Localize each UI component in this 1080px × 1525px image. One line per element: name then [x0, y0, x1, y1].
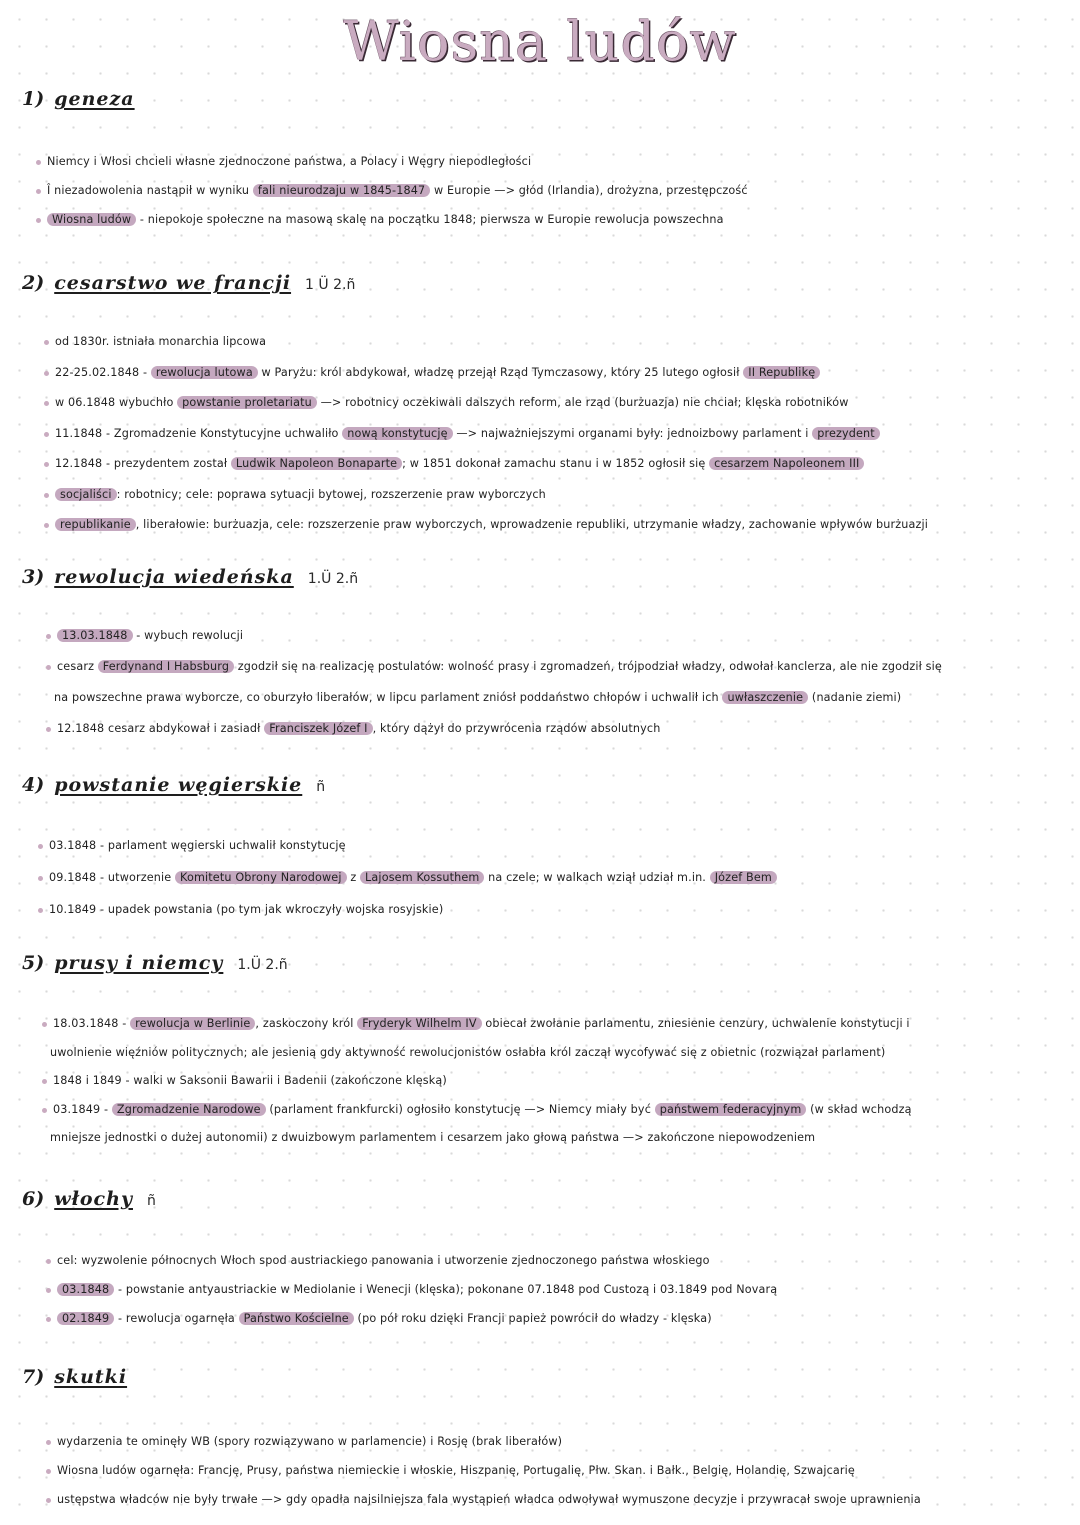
note-text: 11.1848 - Zgromadzenie Konstytucyjne uchwaliło: [55, 427, 343, 440]
note-text: 10.1849 - upadek powstania (po tym jak wkroczyły wojska rosyjskie): [49, 903, 444, 916]
bullet-dot-icon: [44, 462, 49, 467]
note-text: Niemcy i Włosi chcieli własne zjednoczone państwa, a Polacy i Węgry niepodległości: [47, 155, 532, 168]
note-text: 09.1848 - utworzenie: [49, 871, 176, 884]
note-text: na powszechne prawa wyborcze, co oburzyło liberałów, w lipcu parlament zniósł poddaństwo chłopów i uchwalił ich: [54, 691, 723, 704]
bullet-dot-icon: [46, 1469, 51, 1474]
note-line: [50, 1130, 815, 1146]
bullet-dot-icon: [38, 908, 43, 913]
section-mark: ñ: [316, 779, 326, 795]
highlighted-term: państwem federacyjnym: [655, 1103, 807, 1116]
note-line: [46, 721, 660, 737]
highlighted-term: Lajosem Kossuthem: [360, 871, 484, 884]
note-line: [44, 395, 849, 411]
note-text: wydarzenia te ominęły WB (spory rozwiązywano w parlamencie) i Rosję (brak liberałów): [57, 1435, 563, 1448]
note-line: [46, 1434, 562, 1450]
highlighted-term: Państwo Kościelne: [239, 1312, 354, 1325]
note-text: 03.1849 -: [53, 1103, 112, 1116]
bullet-dot-icon: [46, 665, 51, 670]
note-text: 18.03.1848 -: [53, 1017, 131, 1030]
highlighted-term: II Republikę: [743, 366, 820, 379]
section-number: 7): [22, 1366, 45, 1388]
highlighted-term: nową konstytucję: [342, 427, 452, 440]
note-text: , który dążył do przywrócenia rządów absolutnych: [372, 722, 661, 735]
bullet-dot-icon: [42, 1022, 47, 1027]
note-line: [44, 487, 546, 503]
note-line: [38, 838, 346, 854]
note-line: [46, 1463, 855, 1479]
highlighted-term: rewolucja lutowa: [151, 366, 258, 379]
highlighted-term: Franciszek Józef I: [264, 722, 372, 735]
note-text: 03.1848 - parlament węgierski uchwalił konstytucję: [49, 839, 346, 852]
note-line: [50, 1045, 885, 1061]
bullet-dot-icon: [46, 1317, 51, 1322]
bullet-dot-icon: [42, 1079, 47, 1084]
highlighted-term: rewolucja w Berlinie: [130, 1017, 255, 1030]
highlighted-term: 02.1849: [57, 1312, 114, 1325]
note-line: [46, 1311, 712, 1327]
section-number: 6): [22, 1188, 45, 1210]
section-mark: 1.Ü 2.ñ: [237, 957, 288, 973]
bullet-dot-icon: [44, 432, 49, 437]
highlighted-term: cesarzem Napoleonem III: [709, 457, 864, 470]
note-text: - wybuch rewolucji: [132, 629, 244, 642]
bullet-dot-icon: [44, 493, 49, 498]
highlighted-term: 03.1848: [57, 1283, 114, 1296]
note-text: zgodził się na realizację postulatów: wolność prasy i zgromadzeń, trójpodział władzy, odwołał kanclerza, ale nie zgodził się: [234, 660, 942, 673]
note-line: [36, 212, 724, 228]
highlighted-term: republikanie: [55, 518, 136, 531]
bullet-dot-icon: [46, 1288, 51, 1293]
section-heading: [22, 272, 355, 294]
highlighted-term: Józef Bem: [710, 871, 777, 884]
highlighted-term: fali nieurodzaju w 1845-1847: [253, 184, 430, 197]
note-text: - rewolucja ogarnęła: [114, 1312, 239, 1325]
section-heading: [22, 1366, 127, 1388]
bullet-dot-icon: [44, 523, 49, 528]
bullet-dot-icon: [46, 1259, 51, 1264]
section-heading: [22, 952, 288, 974]
note-line: [44, 517, 928, 533]
section-mark: 1.Ü 2.ñ: [307, 571, 359, 587]
bullet-dot-icon: [44, 340, 49, 345]
note-text: , liberałowie: burżuazja, cele: rozszerzenie praw wyborczych, wprowadzenie republiki, utrzymanie władzy, zachowanie wpływów burżuazji: [135, 518, 929, 531]
bullet-dot-icon: [46, 634, 51, 639]
note-text: w Paryżu: król abdykował, władzę przejął Rząd Tymczasowy, który 25 lutego ogłosił: [257, 366, 744, 379]
note-text: 1848 i 1849 - walki w Saksonii Bawarii i Badenii (zakończone klęską): [53, 1074, 447, 1087]
note-text: (w skład wchodzą: [806, 1103, 912, 1116]
note-line: [46, 1253, 710, 1269]
note-line: [42, 1073, 447, 1089]
note-text: Î niezadowolenia nastąpił w wyniku: [47, 184, 253, 197]
section-title: włochy: [54, 1188, 133, 1210]
section-number: 5): [22, 952, 45, 974]
highlighted-term: Fryderyk Wilhelm IV: [357, 1017, 481, 1030]
page-title: Wiosna ludów: [343, 10, 737, 73]
note-text: (po pół roku dzięki Francji papież powrócił do władzy - klęska): [353, 1312, 712, 1325]
section-title: rewolucja wiedeńska: [54, 566, 294, 588]
bullet-dot-icon: [46, 1498, 51, 1503]
bullet-dot-icon: [36, 160, 41, 165]
bullet-dot-icon: [38, 844, 43, 849]
note-line: [44, 334, 266, 350]
note-line: [46, 659, 942, 675]
bullet-dot-icon: [44, 371, 49, 376]
note-text: (parlament frankfurcki) ogłosiło konstytucję —> Niemcy miały być: [265, 1103, 655, 1116]
highlighted-term: prezydent: [812, 427, 880, 440]
highlighted-term: 13.03.1848: [57, 629, 133, 642]
note-line: [46, 1282, 777, 1298]
bullet-dot-icon: [46, 727, 51, 732]
note-text: od 1830r. istniała monarchia lipcowa: [55, 335, 267, 348]
note-line: [42, 1016, 910, 1032]
note-text: 22-25.02.1848 -: [55, 366, 151, 379]
section-heading: [22, 88, 135, 110]
note-text: w Europie —> głód (Irlandia), drożyzna, przestępczość: [430, 184, 748, 197]
note-line: [54, 690, 901, 706]
note-text: (nadanie ziemi): [808, 691, 902, 704]
note-line: [42, 1102, 912, 1118]
note-text: 12.1848 cesarz abdykował i zasiadł: [57, 722, 265, 735]
note-text: cesarz: [57, 660, 98, 673]
note-line: [36, 154, 531, 170]
note-text: - niepokoje społeczne na masową skalę na początku 1848; pierwsza w Europie rewolucja powszechna: [136, 213, 724, 226]
note-text: uwolnienie więźniów politycznych; ale jesienią gdy aktywność rewolucjonistów osłabła król zaczął wycofywać się z obietnic (rozwiązał parlament): [50, 1046, 886, 1059]
highlighted-term: Ludwik Napoleon Bonaparte: [231, 457, 402, 470]
section-title: powstanie węgierskie: [54, 774, 303, 796]
section-number: 1): [22, 88, 45, 110]
bullet-dot-icon: [36, 189, 41, 194]
note-text: z: [346, 871, 361, 884]
note-text: : robotnicy; cele: poprawa sytuacji bytowej, rozszerzenie praw wyborczych: [116, 488, 546, 501]
note-text: na czele; w walkach wziął udział m.in.: [484, 871, 710, 884]
highlighted-term: Komitetu Obrony Narodowej: [175, 871, 347, 884]
highlighted-term: Wiosna ludów: [47, 213, 136, 226]
note-text: ; w 1851 dokonał zamachu stanu i w 1852 ogłosił się: [402, 457, 710, 470]
note-text: —> najważniejszymi organami były: jednoizbowy parlament i: [452, 427, 813, 440]
section-number: 2): [22, 272, 45, 294]
bullet-dot-icon: [46, 1440, 51, 1445]
section-mark: ñ: [146, 1193, 156, 1209]
note-text: - powstanie antyaustriackie w Mediolanie i Wenecji (klęska); pokonane 07.1848 pod Custozą i 03.1849 pod Novarą: [114, 1283, 778, 1296]
highlighted-term: socjaliści: [55, 488, 117, 501]
note-text: , zaskoczony król: [255, 1017, 358, 1030]
note-line: [38, 870, 777, 886]
note-line: [38, 902, 443, 918]
section-title: cesarstwo we francji: [54, 272, 292, 294]
section-title: skutki: [54, 1366, 128, 1388]
note-line: [44, 426, 880, 442]
note-line: [44, 456, 864, 472]
section-mark: 1 Ü 2.ñ: [305, 277, 356, 293]
highlighted-term: Zgromadzenie Narodowe: [112, 1103, 266, 1116]
note-line: [46, 628, 243, 644]
note-text: Wiosna ludów ogarnęła: Francję, Prusy, państwa niemieckie i włoskie, Hiszpanię, Portugalię, Płw. Skan. i Bałk., Belgię, Holandię, Szwajcarię: [57, 1464, 855, 1477]
section-heading: [22, 1188, 156, 1210]
highlighted-term: uwłaszczenie: [722, 691, 808, 704]
section-number: 4): [22, 774, 45, 796]
bullet-dot-icon: [42, 1108, 47, 1113]
section-title: geneza: [54, 88, 135, 110]
section-heading: [22, 774, 325, 796]
note-text: —> robotnicy oczekiwali dalszych reform, ale rząd (burżuazja) nie chciał; klęska robotników: [316, 396, 849, 409]
highlighted-term: Ferdynand I Habsburg: [98, 660, 234, 673]
note-line: [46, 1492, 921, 1508]
note-text: w 06.1848 wybuchło: [55, 396, 178, 409]
note-text: cel: wyzwolenie północnych Włoch spod austriackiego panowania i utworzenie zjednoczonego państwa włoskiego: [57, 1254, 710, 1267]
note-line: [44, 365, 820, 381]
bullet-dot-icon: [36, 218, 41, 223]
note-text: 12.1848 - prezydentem został: [55, 457, 231, 470]
section-heading: [22, 566, 358, 588]
note-text: mniejsze jednostki o dużej autonomii) z dwuizbowym parlamentem i cesarzem jako głową państwa —> zakończone niepowodzeniem: [50, 1131, 816, 1144]
note-text: obiecał zwołanie parlamentu, zniesienie cenzury, uchwalenie konstytucji i: [481, 1017, 910, 1030]
bullet-dot-icon: [44, 401, 49, 406]
section-title: prusy i niemcy: [54, 952, 224, 974]
section-number: 3): [22, 566, 45, 588]
note-text: ustępstwa władców nie były trwałe —> gdy opadła najsilniejsza fala wystąpień władca odwoływał wymuszone decyzje i przywracał swoje uprawnienia: [57, 1493, 921, 1506]
bullet-dot-icon: [38, 876, 43, 881]
note-line: [36, 183, 748, 199]
highlighted-term: powstanie proletariatu: [177, 396, 317, 409]
